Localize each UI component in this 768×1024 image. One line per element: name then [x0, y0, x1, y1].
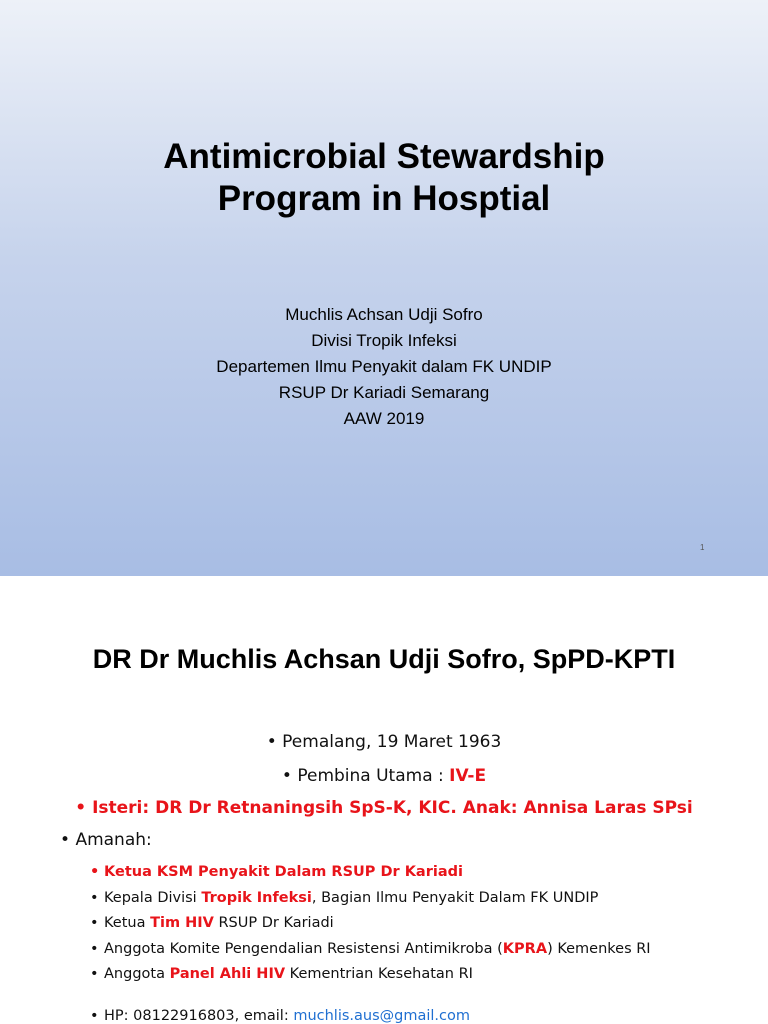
- list-item-text: Kementrian Kesehatan RI: [285, 966, 473, 982]
- bullet-icon: •: [90, 1008, 99, 1024]
- list-item-highlight: Tropik Infeksi: [201, 889, 312, 906]
- birth-text: Pemalang, 19 Maret 1963: [282, 732, 502, 752]
- rank-line: [0, 766, 768, 786]
- bullet-icon: •: [90, 889, 99, 906]
- bullet-icon: •: [90, 966, 99, 982]
- amanah-list: [90, 860, 760, 988]
- bullet-icon: •: [90, 940, 99, 957]
- spouse-line: [0, 798, 768, 818]
- slide-2-title: DR Dr Muchlis Achsan Udji Sofro, SpPD-KPTI: [92, 644, 676, 674]
- birth-line: [0, 732, 768, 752]
- spouse-text: Isteri: DR Dr Retnaningsih SpS-K, KIC. Anak: Annisa Laras SPsi: [92, 798, 693, 818]
- list-item: [90, 937, 760, 963]
- amanah-label: Amanah:: [75, 830, 152, 850]
- list-item: [90, 860, 760, 886]
- slide-number: 1: [700, 543, 705, 552]
- author-name: Muchlis Achsan Udji Sofro: [285, 305, 483, 324]
- email-link[interactable]: muchlis.aus@gmail.com: [293, 1008, 471, 1024]
- slide-1-subtitle: [0, 302, 768, 432]
- list-item-text: ) Kemenkes RI: [547, 940, 651, 957]
- author-department: Departemen Ilmu Penyakit dalam FK UNDIP: [216, 357, 552, 376]
- contact-line: [90, 1008, 470, 1024]
- list-item-text: Anggota Komite Pengendalian Resistensi Antimikroba (: [104, 940, 503, 957]
- list-item-text: RSUP Dr Kariadi: [213, 915, 334, 931]
- bullet-icon: •: [90, 915, 99, 931]
- slide-1-title-line-2: Program in Hosptial: [217, 179, 551, 218]
- list-item: [90, 886, 760, 912]
- bullet-icon: •: [266, 732, 277, 752]
- slide-2: [0, 576, 768, 1024]
- bullet-icon: •: [75, 798, 87, 818]
- bullet-icon: •: [281, 766, 292, 786]
- slide-1-title: [0, 136, 768, 220]
- author-division: Divisi Tropik Infeksi: [311, 331, 457, 350]
- list-item-text: Anggota: [104, 966, 170, 982]
- list-item: [90, 962, 760, 988]
- list-item-text: Ketua KSM Penyakit Dalam RSUP Dr Kariadi: [104, 864, 463, 880]
- rank-label: Pembina Utama :: [297, 766, 450, 786]
- list-item-highlight: Panel Ahli HIV: [169, 966, 286, 982]
- slide-1-title-line-1: Antimicrobial Stewardship: [163, 137, 605, 176]
- list-item-text: , Bagian Ilmu Penyakit Dalam FK UNDIP: [311, 889, 599, 906]
- author-hospital: RSUP Dr Kariadi Semarang: [278, 383, 490, 402]
- bullet-icon: •: [60, 830, 71, 850]
- amanah-heading: [60, 830, 152, 850]
- list-item-text: Ketua: [104, 915, 151, 931]
- contact-phone: HP: 08122916803, email:: [104, 1008, 294, 1024]
- event-name: AAW 2019: [343, 409, 425, 428]
- list-item-highlight: Tim HIV: [150, 915, 214, 931]
- bullet-icon: •: [90, 864, 100, 880]
- list-item-highlight: KPRA: [502, 940, 548, 957]
- list-item-text: Kepala Divisi: [104, 889, 202, 906]
- rank-value: IV-E: [449, 766, 487, 786]
- list-item: [90, 911, 760, 937]
